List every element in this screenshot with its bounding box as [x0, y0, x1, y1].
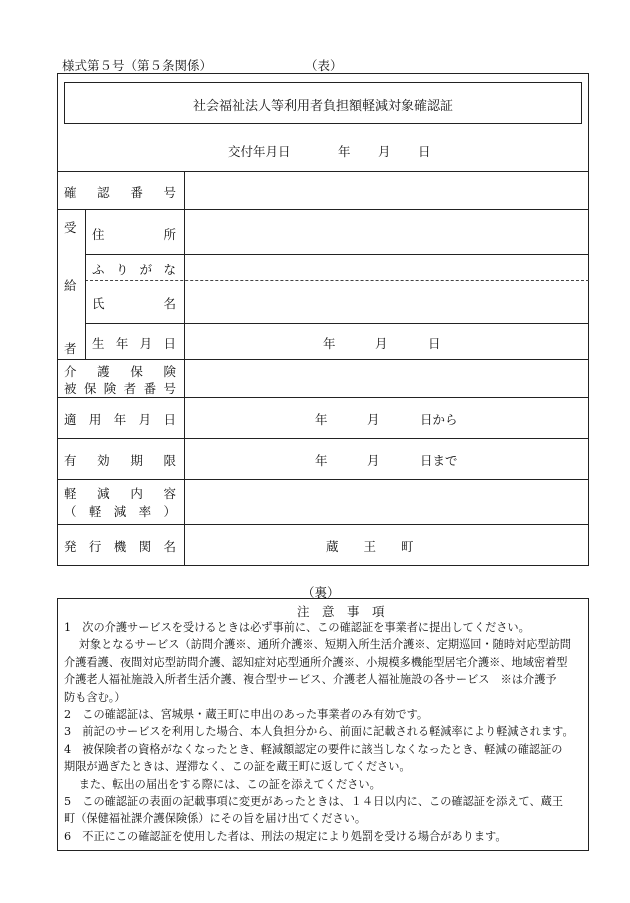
issue-date-month: 月	[378, 144, 391, 159]
label-insurance-line2: 被 保 険 者 番 号	[64, 381, 176, 396]
apply-day: 日から	[420, 412, 458, 427]
valid-day: 日まで	[420, 453, 458, 468]
label-reduction-line1: 軽 減 内 容	[64, 486, 176, 501]
rule	[57, 479, 589, 480]
birthdate-year: 年	[323, 336, 336, 351]
label-recipient-1: 受	[64, 220, 77, 235]
label-issuer: 発 行 機 関 名	[64, 539, 176, 554]
notes-list	[64, 619, 586, 845]
valid-month: 月	[367, 453, 380, 468]
rule	[57, 171, 589, 172]
note-line: 6 不正にこの確認証を使用した者は、刑法の規定により処罰を受ける場合があります。	[64, 829, 507, 843]
label-recipient-3: 者	[64, 341, 77, 356]
rule	[85, 323, 589, 324]
side-label-front: （表）	[305, 58, 343, 73]
apply-month: 月	[367, 412, 380, 427]
note-line: 2 この確認証は、宮城県・蔵王町に申出のあった事業者のみ有効です。	[64, 708, 429, 722]
birthdate-day: 日	[428, 336, 441, 351]
label-name: 氏 名	[92, 296, 176, 311]
side-label-back: （裏）	[302, 585, 340, 600]
issue-date-year: 年	[338, 144, 351, 159]
rule	[57, 524, 589, 525]
notes-title: 注 意 事 項	[297, 604, 385, 619]
apply-year: 年	[315, 412, 328, 427]
rule	[85, 209, 86, 359]
label-insurance-line1: 介 護 保 険	[64, 364, 176, 379]
label-birthdate: 生 年 月 日	[92, 336, 176, 351]
rule	[85, 254, 589, 255]
note-line: 1 次の介護サービスを受けるときは必ず事前に、この確認証を事業者に提出してください。	[64, 621, 530, 634]
issue-date-label: 交付年月日	[228, 144, 291, 159]
rule	[57, 209, 589, 210]
label-furigana: ふ り が な	[92, 262, 176, 277]
note-line: また、転出の届出をする際には、この証を添えてください。	[64, 777, 381, 791]
valid-year: 年	[315, 453, 328, 468]
note-line: 4 被保険者の資格がなくなったとき、軽減額認定の要件に該当しなくなったとき、軽減の確認証の	[64, 742, 563, 756]
note-line: 期限が過ぎたときは、遅滞なく、この証を蔵王町に返してください。	[64, 760, 411, 774]
rule	[184, 171, 185, 566]
rule	[57, 359, 589, 360]
note-line: 3 前記のサービスを利用した場合、本人負担分から、前面に記載される軽減率により軽減されます。	[64, 725, 574, 739]
note-line: 介護看護、夜間対応型訪問介護、認知症対応型通所介護※、小規模多機能型居宅介護※、地域密着型	[64, 655, 568, 669]
note-line: 5 この確認証の表面の記載事項に変更があったときは、１４日以内に、この確認証を添えて、蔵王	[64, 795, 564, 809]
label-reduction-line2: （ 軽 減 率 ）	[64, 504, 176, 519]
note-line: 防も含む。）	[64, 690, 126, 704]
furigana-dashed-rule	[85, 280, 589, 281]
form-number: 様式第５号（第５条関係）	[62, 58, 213, 73]
note-line: 介護老人福祉施設入所者生活介護、複合型サービス、介護老人福祉施設の各サービス ※は介護予	[64, 673, 557, 687]
note-line: 町（保健福祉課介護保険係）にその旨を届け出てください。	[64, 812, 367, 826]
rule	[57, 438, 589, 439]
label-apply-date: 適 用 年 月 日	[64, 412, 176, 427]
issuer-value: 蔵 王 町	[326, 539, 414, 554]
birthdate-month: 月	[375, 336, 388, 351]
issue-date-day: 日	[418, 144, 431, 159]
label-recipient-2: 給	[64, 278, 77, 293]
label-address: 住 所	[92, 227, 176, 242]
rule	[57, 397, 589, 398]
label-confirm-number: 確 認 番 号	[64, 185, 176, 200]
form-title: 社会福祉法人等利用者負担額軽減対象確認証	[193, 99, 454, 114]
note-line: 対象となるサービス（訪問介護※、通所介護※、短期入所生活介護※、定期巡回・随時対応型訪問	[64, 638, 571, 652]
label-valid-period: 有 効 期 限	[64, 453, 176, 468]
